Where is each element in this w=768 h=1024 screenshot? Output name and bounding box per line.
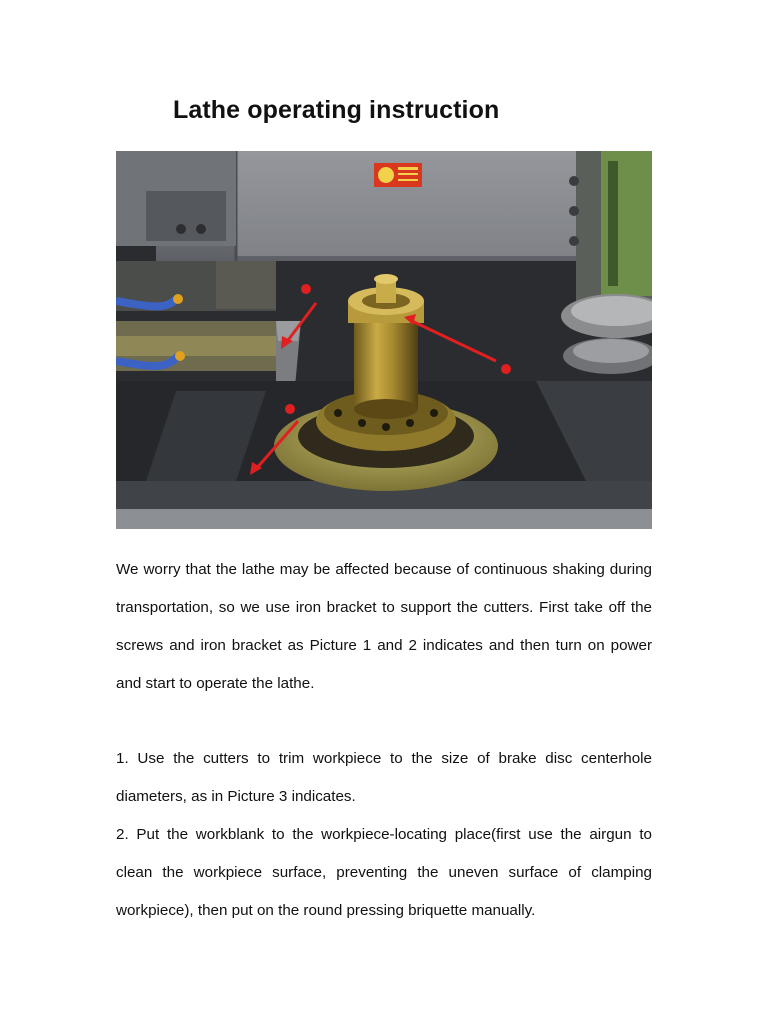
step-1-paragraph: 1. Use the cutters to trim workpiece to the size of brake disc centerhole diameters, as in Picture 3 indicates. [116,750,652,805]
lathe-photo [116,151,652,529]
step-2-paragraph: 2. Put the workblank to the workpiece-locating place(first use the airgun to clean the workpiece surface, preventing the uneven surface of clamping workpiece), then put on the round pressing briquette manually. [116,826,652,919]
intro-paragraph: We worry that the lathe may be affected because of continuous shaking during transportation, so we use iron bracket to support the cutters. First take off the screws and iron bracket as Picture 1 and 2 indicates and then turn on power and start to operate the lathe. [116,561,652,692]
document-title: Lathe operating instruction [173,96,500,124]
